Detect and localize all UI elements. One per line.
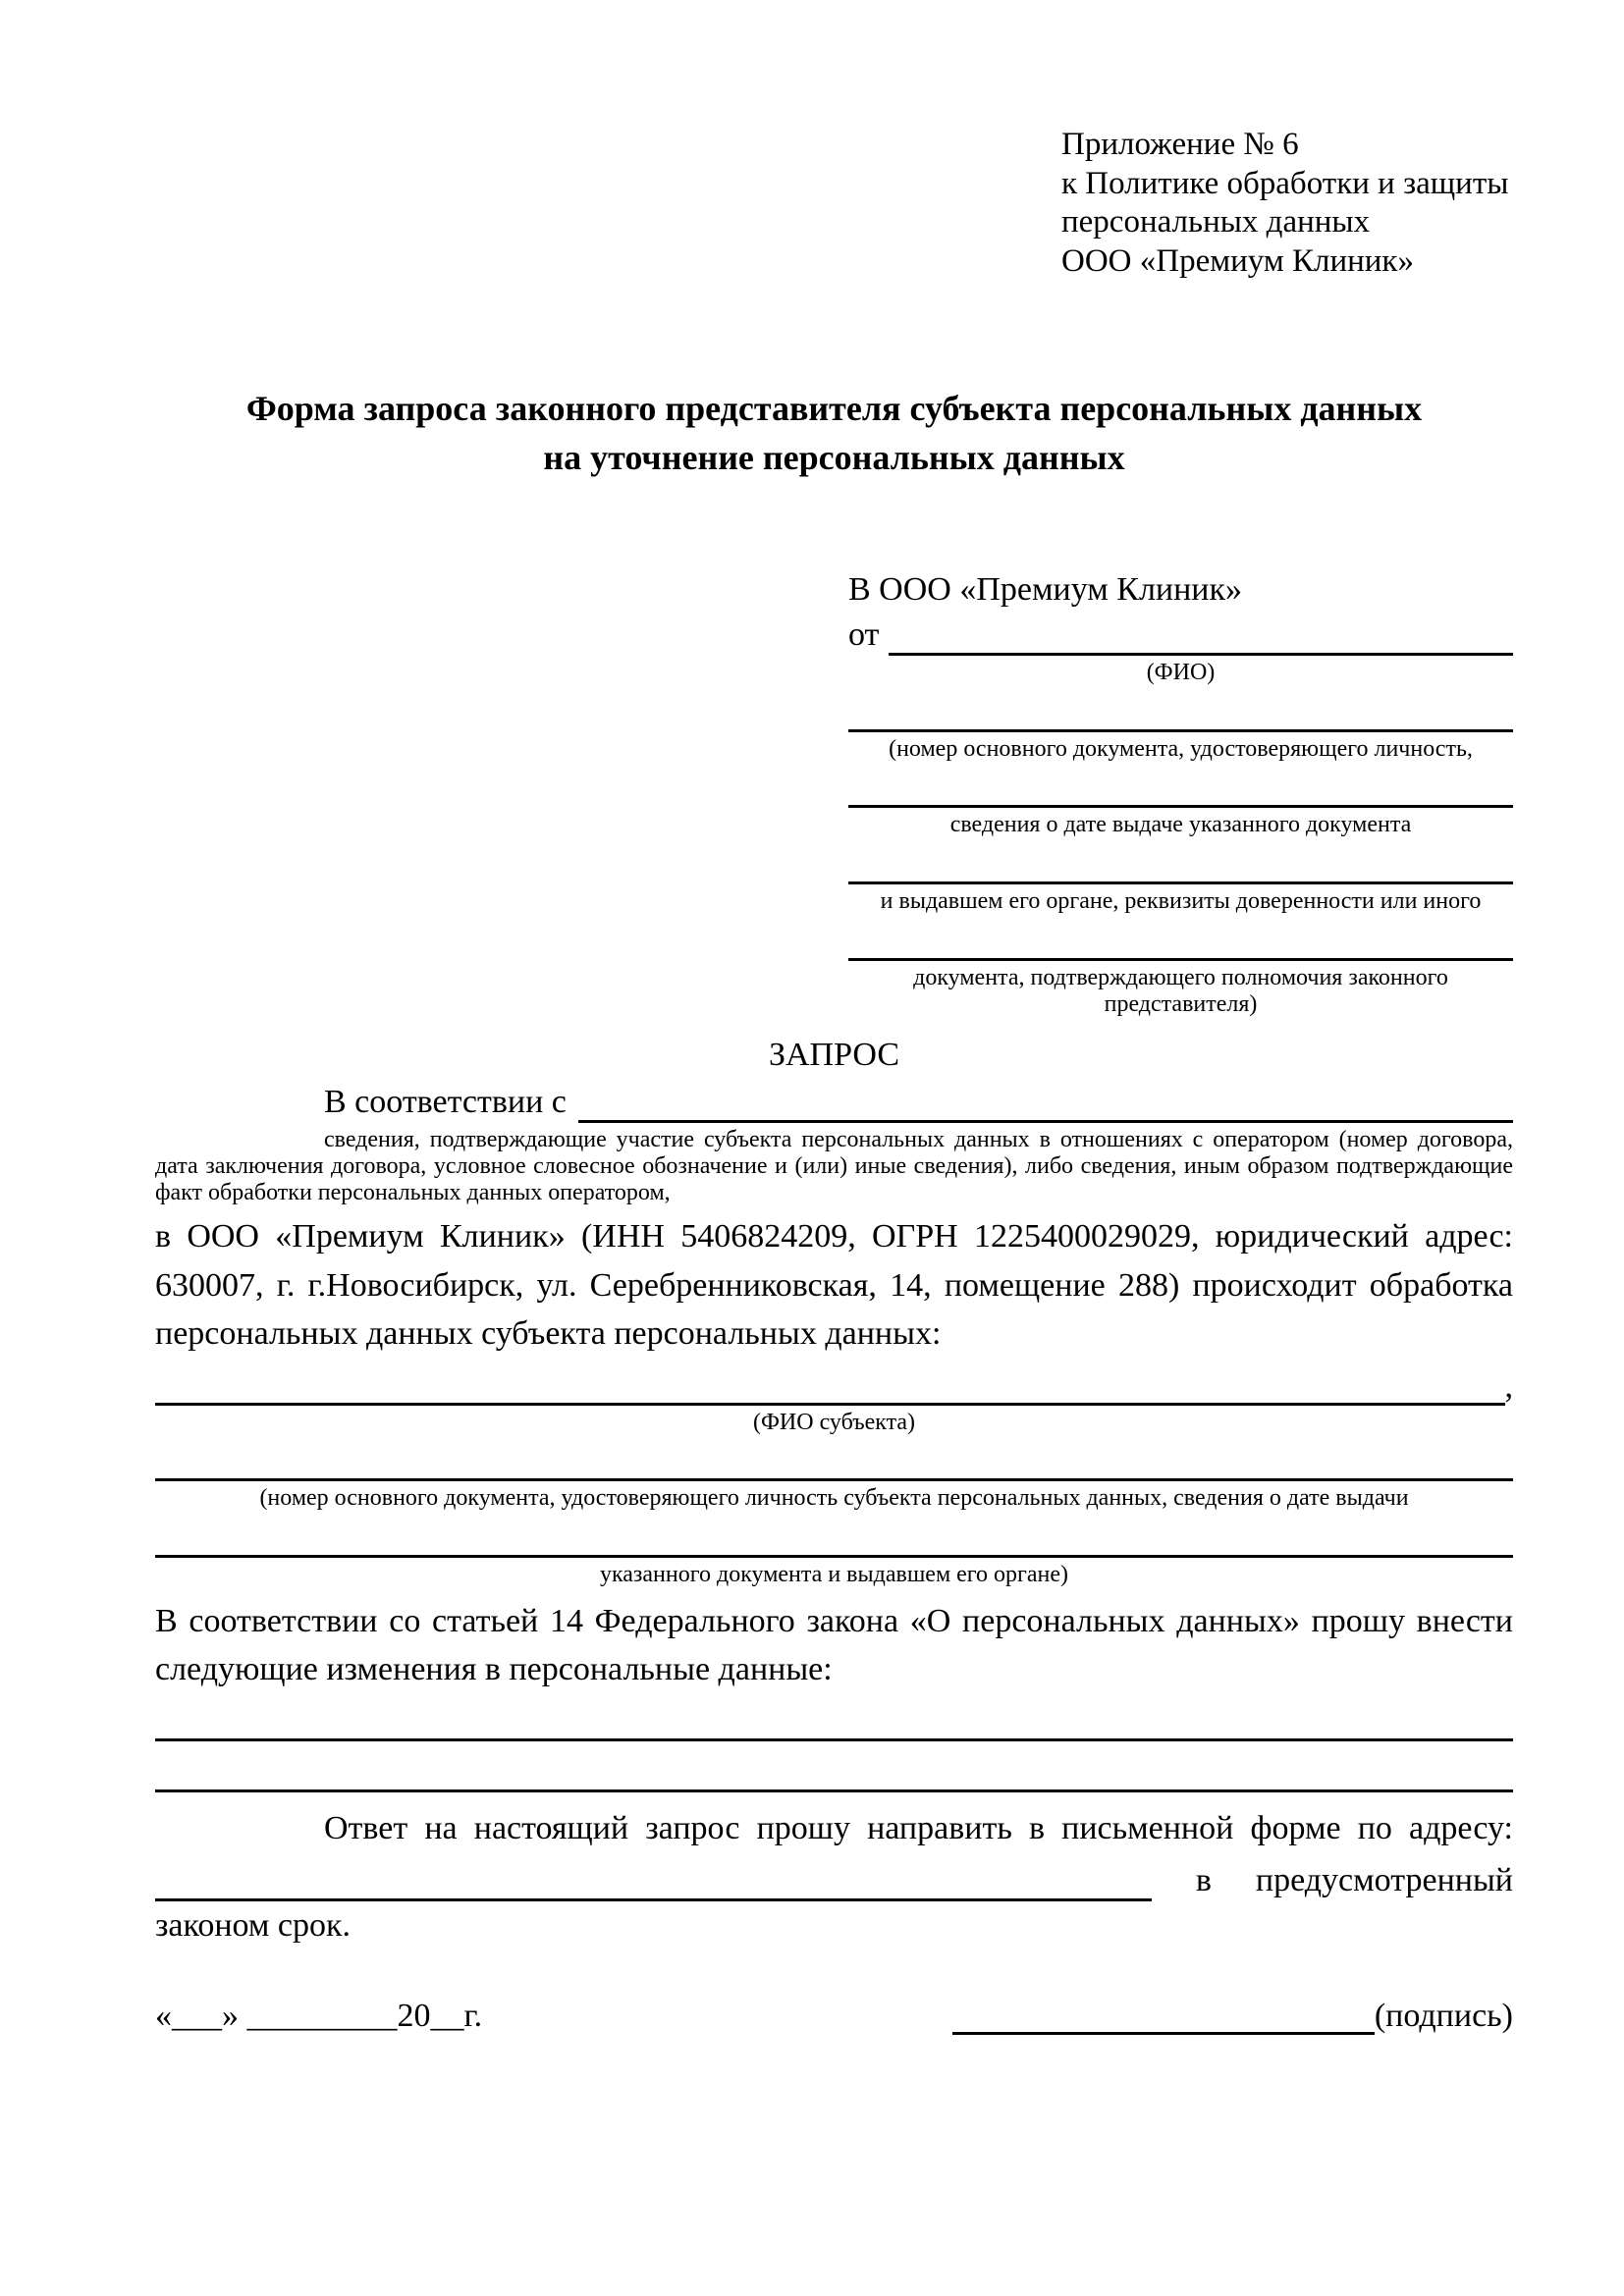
answer-paragraph-line2 (155, 1852, 1513, 1901)
form-title (155, 385, 1513, 482)
fill-line-basis (578, 1076, 1513, 1123)
request-heading: ЗАПРОС (768, 1036, 900, 1073)
signature-line (952, 1996, 1375, 2035)
field-caption: сведения о дате выдаче указанного документа (949, 812, 1412, 838)
from-label: от (848, 616, 880, 654)
fill-line-subject-doc-issuer (155, 1513, 1513, 1558)
date-line: «___» _________20__г. (155, 1998, 483, 2035)
answer-paragraph-line3: законом срок. (155, 1907, 351, 1945)
signature-caption: (подпись) (1374, 1998, 1513, 2035)
form-title-line1: Форма запроса законного представителя субъекта персональных данных (245, 389, 1423, 429)
fill-line-doc-number (848, 687, 1513, 732)
answer-word-term: предусмотренный (1255, 1862, 1513, 1899)
fill-line-doc-date (848, 763, 1513, 808)
subject-doc-caption: (номер основного документа, удостоверяющего личность субъекта персональных данных, сведения о дате выдачи (259, 1485, 1409, 1512)
appendix-header (1061, 126, 1513, 281)
footer-row (155, 1996, 1513, 2035)
fill-line-doc-issuer (848, 839, 1513, 884)
subject-doc-caption: указанного документа и выдавшем его органе) (599, 1561, 1069, 1587)
addressee-block (848, 569, 1513, 1019)
field-caption: документа, подтверждающего полномочия законного представителя) (913, 964, 1448, 1018)
fill-line-changes-2 (155, 1741, 1513, 1792)
addressee-org: В ООО «Премиум Клиник» (848, 570, 1243, 608)
fill-line-address (155, 1852, 1152, 1901)
basis-caption: сведения, подтверждающие участие субъекта персональных данных в отношениях с оператором (номер договора, дата заключения договора, условное словесное обозначение и (или) иные сведения), либо сведения, иным образом подтверждающие факт обработки персональных данных оператором, (155, 1127, 1513, 1206)
appendix-header-line: ООО «Премиум Клиник» (1061, 242, 1414, 279)
field-caption: и выдавшем его органе, реквизиты доверенности или иного (880, 888, 1482, 914)
fill-line-changes-1 (155, 1694, 1513, 1741)
field-caption: (номер основного документа, удостоверяющего личность, (889, 735, 1473, 762)
appendix-header-line: Приложение № 6 (1061, 127, 1299, 162)
subject-fio-line (155, 1359, 1513, 1406)
answer-paragraph-line1: Ответ на настоящий запрос прошу направить в письменной форме по адресу: (324, 1809, 1513, 1846)
form-title-line2: на уточнение персональных данных (543, 438, 1125, 478)
fill-line-subject-doc (155, 1436, 1513, 1481)
appendix-header-line: персональных данных (1061, 204, 1371, 240)
accordance-label: В соответствии с (324, 1084, 567, 1121)
article-paragraph: В соответствии со статьей 14 Федерального закона «О персональных данных» прошу внести следующие изменения в персональные данные: (155, 1602, 1513, 1688)
signature-group (952, 1996, 1513, 2035)
operator-paragraph: в ООО «Премиум Клиник» (ИНН 5406824209, ОГРН 1225400029029, юридический адрес: 630007, г. г.Новосибирск, ул. Серебренниковская, 14, помещение 288) происходит обработка персональных данных субъекта персональных данных: (155, 1217, 1513, 1353)
answer-word-v: в (1195, 1862, 1212, 1899)
fill-line-authority-doc (848, 916, 1513, 961)
line-comma: , (1504, 1367, 1513, 1405)
fill-line-from (889, 611, 1513, 656)
accordance-line (155, 1076, 1513, 1123)
fio-caption: (ФИО) (1146, 660, 1216, 686)
appendix-header-line: к Политике обработки и защиты (1061, 165, 1509, 201)
fill-line-subject-fio (155, 1359, 1505, 1406)
from-line (848, 611, 1513, 656)
subject-fio-caption: (ФИО субъекта) (752, 1409, 916, 1435)
